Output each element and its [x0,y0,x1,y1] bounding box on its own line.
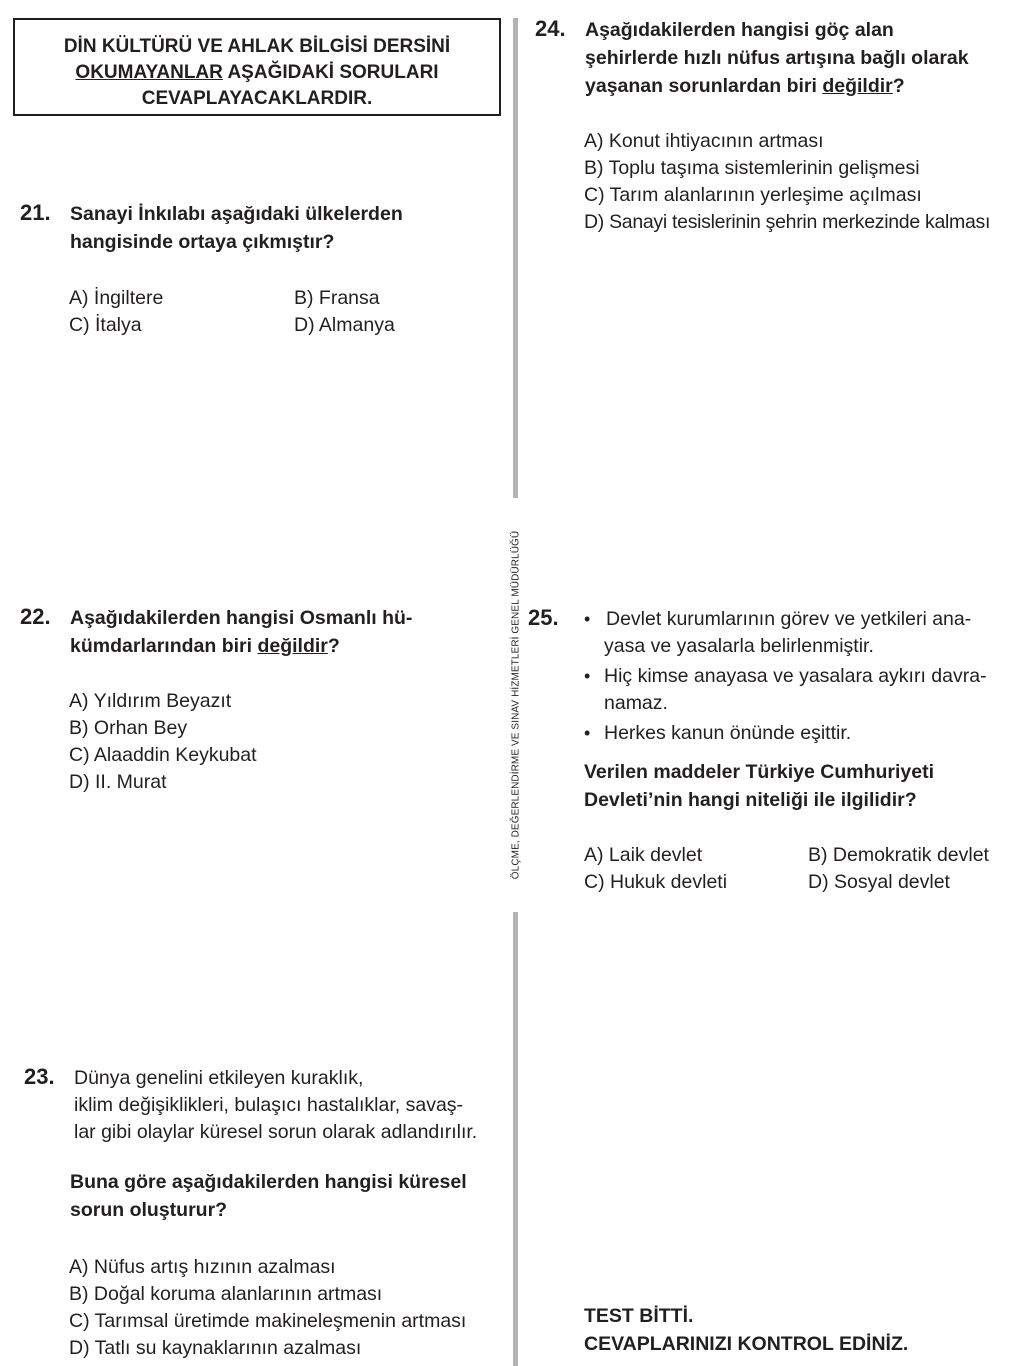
notice-line-2-rest: AŞAĞIDAKİ SORULARI [222,62,439,83]
question-23-options [69,1254,466,1362]
question-24-stem-line-3-pre: yaşanan sorunlardan biri [585,75,823,97]
bullet-dot-icon: • [584,609,591,629]
question-24-option-d[interactable]: D) Sanayi tesislerinin şehrin merkezinde kalması [584,211,991,233]
notice-box [13,18,501,116]
question-24-negation: değildir [822,75,893,97]
question-22-stem-line-2 [70,632,412,660]
question-25-bullet-2-line-1: Hiç kimse anayasa ve yasalara aykırı davra- [604,665,987,687]
notice-line-2 [15,60,499,86]
question-25-bullet-1 [584,606,1020,660]
question-25-option-b[interactable]: B) Demokratik devlet [808,844,989,866]
question-24-number: 24. [535,16,566,41]
question-22-option-b[interactable]: B) Orhan Bey [69,717,188,739]
question-25-number: 25. [528,605,559,630]
question-25-bullet-1-line-2: yasa ve yasalarla belirlenmiştir. [604,635,874,657]
question-25-option-a[interactable]: A) Laik devlet [584,844,703,866]
test-end-line-2: CEVAPLARINIZI KONTROL EDİNİZ. [584,1333,909,1355]
notice-line-1: DİN KÜLTÜRÜ VE AHLAK BİLGİSİ DERSİNİ [63,36,451,57]
question-24-options [584,128,990,236]
column-divider-top [513,18,518,498]
question-22-option-a[interactable]: A) Yıldırım Beyazıt [69,690,232,712]
bullet-dot-icon: • [584,666,591,686]
question-23-text-line-3: lar gibi olaylar küresel sorun olarak adlandırılır. [74,1121,478,1143]
test-end-message [584,1302,908,1358]
question-24-stem-line-1: Aşağıdakilerden hangisi göç alan [585,19,894,41]
question-24-stem-line-2: şehirlerde hızlı nüfus artışına bağlı olarak [585,47,969,69]
question-23-text-line-2: iklim değişiklikleri, bulaşıcı hastalıklar, savaş- [74,1094,464,1116]
question-25-bullet-3 [584,720,1020,747]
question-21-option-d[interactable]: D) Almanya [294,314,395,336]
question-21-option-c[interactable]: C) İtalya [69,314,142,336]
question-21-option-a[interactable]: A) İngiltere [69,287,164,309]
question-25-bullet-2-line-2: namaz. [604,692,668,714]
question-25-bullet-3-line-1: Herkes kanun önünde eşittir. [604,722,852,744]
question-23-stem [70,1168,467,1224]
question-24-stem-line-3-post: ? [892,75,905,97]
question-23-stem-line-1: Buna göre aşağıdakilerden hangisi küresel [70,1171,467,1193]
question-21-stem-line-1: Sanayi İnkılabı aşağıdaki ülkelerden [70,203,403,225]
question-25-stem [584,758,934,814]
question-23-option-b[interactable]: B) Doğal koruma alanlarının artması [69,1283,383,1305]
question-23-option-c[interactable]: C) Tarımsal üretimde makineleşmenin artması [69,1310,467,1332]
question-21-number: 21. [20,200,51,225]
question-25-bullet-1-line-1: Devlet kurumlarının görev ve yetkileri ana- [606,608,972,630]
question-24-stem-line-3 [585,72,969,100]
question-25-bullet-2 [584,663,1020,717]
question-22-option-c[interactable]: C) Alaaddin Keykubat [69,744,257,766]
question-24-option-a[interactable]: A) Konut ihtiyacının artması [584,130,824,152]
question-22-stem-line-2-pre: kümdarlarından biri [70,635,258,657]
question-21-stem-line-2: hangisinde ortaya çıkmıştır? [70,231,335,253]
question-24-option-b[interactable]: B) Toplu taşıma sistemlerinin gelişmesi [584,157,920,179]
question-25-stem-line-1: Verilen maddeler Türkiye Cumhuriyeti [584,761,935,783]
column-divider-bottom [513,912,518,1366]
question-23-stem-line-2: sorun oluşturur? [70,1199,228,1221]
question-25-stem-line-2: Devleti’nin hangi niteliği ile ilgilidir? [584,789,917,811]
question-22-number: 22. [20,604,51,629]
question-24-option-c[interactable]: C) Tarım alanlarının yerleşime açılması [584,184,922,206]
side-label: ÖLÇME, DEĞERLENDİRME VE SINAV HİZMETLERİ GENEL MÜDÜRLÜĞÜ [510,530,522,880]
question-22-option-d[interactable]: D) II. Murat [69,771,167,793]
test-end-line-1: TEST BİTTİ. [584,1305,694,1327]
question-23-option-a[interactable]: A) Nüfus artış hızının azalması [69,1256,336,1278]
question-25-option-d[interactable]: D) Sosyal devlet [808,871,950,893]
question-22-stem-line-2-post: ? [327,635,340,657]
question-25-option-c[interactable]: C) Hukuk devleti [584,871,728,893]
notice-line-3: CEVAPLAYACAKLARDIR. [141,88,373,109]
question-25-bullets [584,606,1020,747]
question-23-text [74,1065,477,1146]
question-24-stem [585,16,969,100]
question-23-option-d[interactable]: D) Tatlı su kaynaklarının azalması [69,1337,362,1359]
question-23-number: 23. [24,1064,55,1089]
question-22-options [69,688,257,796]
question-22-negation: değildir [257,635,328,657]
bullet-dot-icon: • [584,723,591,743]
notice-underlined-word: OKUMAYANLAR [75,62,223,83]
question-22-stem-line-1: Aşağıdakilerden hangisi Osmanlı hü- [70,607,413,629]
question-21-option-b[interactable]: B) Fransa [294,287,380,309]
question-23-text-line-1: Dünya genelini etkileyen kuraklık, [74,1067,364,1089]
question-21-stem [70,200,403,256]
question-22-stem [70,604,412,660]
